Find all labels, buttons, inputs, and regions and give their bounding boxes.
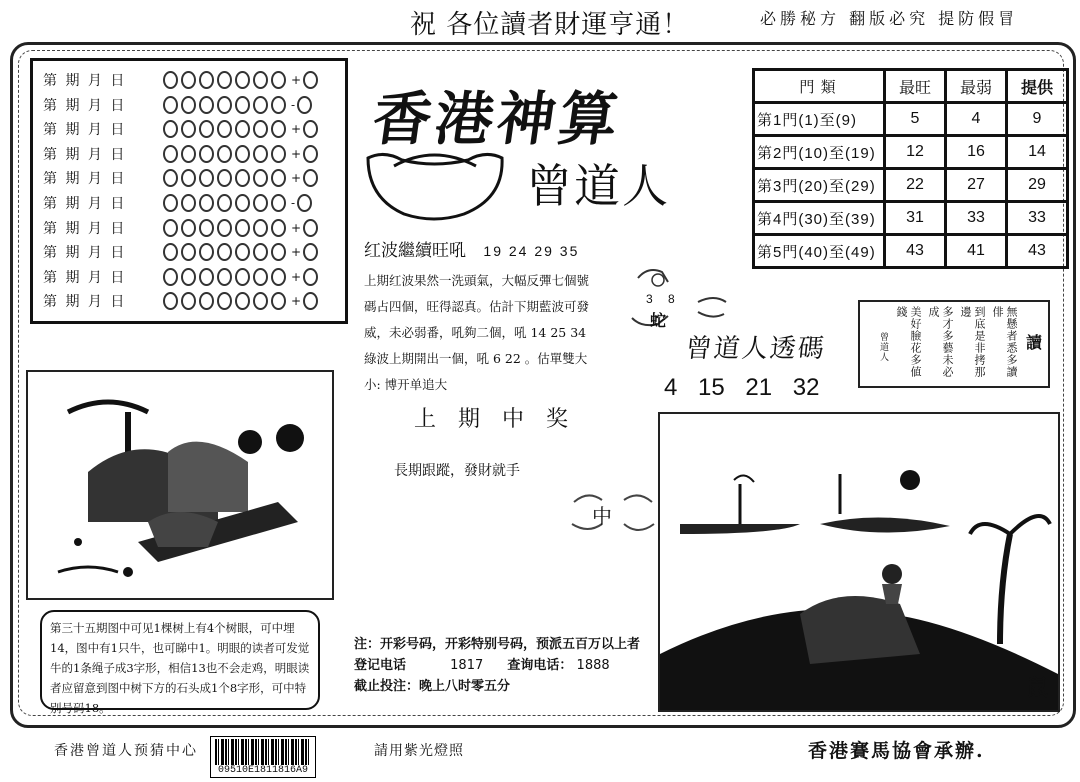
gate-label: 第4門(30)至(39)	[754, 202, 885, 235]
number-circle	[217, 96, 232, 114]
period-row	[43, 143, 321, 165]
footer-left: 香港曾道人预猜中心	[54, 743, 198, 759]
gate-provide: 33	[1007, 202, 1068, 235]
number-circle	[163, 145, 178, 163]
number-circle	[253, 219, 268, 237]
number-circle	[271, 268, 286, 286]
table-row	[754, 136, 1068, 169]
special-number-circle	[297, 194, 312, 212]
notes-line-2	[354, 655, 640, 676]
period-row	[43, 266, 321, 288]
sign-mark: -	[291, 196, 296, 210]
gate-provide: 14	[1007, 136, 1068, 169]
special-number-circle	[303, 145, 318, 163]
follow-text: 長期跟蹤，發財就手	[394, 463, 520, 479]
red-wave-line	[364, 236, 579, 261]
gate-max: 31	[885, 202, 946, 235]
number-circle	[217, 194, 232, 212]
gate-label: 第5門(40)至(49)	[754, 235, 885, 268]
number-circle	[181, 169, 196, 187]
number-circle	[235, 243, 250, 261]
sign-mark: -	[291, 97, 296, 112]
number-circle	[253, 194, 268, 212]
sign-mark: +	[291, 146, 302, 161]
number-circle	[199, 71, 214, 89]
number-circle	[163, 169, 178, 187]
number-circle	[271, 96, 286, 114]
hands-figure-icon	[568, 484, 658, 540]
hint-box: 第三十五期图中可见1棵树上有4个树眼，可中埋14，图中有1只牛，也可睇中1。明眼的读者可发觉牛的1条绳子成3字形，相信13也不会走鸡，明眼读者应留意到图中树下方的石头成1个8字形，可中特别号码18。	[40, 610, 320, 710]
gate-min: 33	[946, 202, 1007, 235]
period-row	[43, 69, 321, 91]
read-column: 美好臉花多値錢	[895, 306, 922, 378]
zhong-character: 中	[592, 504, 612, 528]
notes-line-3: 截止投注：晚上八时零五分	[354, 679, 511, 694]
number-circle	[163, 243, 178, 261]
gate-min: 16	[946, 136, 1007, 169]
register-phone-label: 登记电话	[354, 658, 407, 673]
red-wave-numbers: 19 24 29 35	[483, 243, 580, 259]
read-signature: 曾道人	[878, 332, 888, 362]
child-riding-ox-image	[660, 414, 1058, 710]
header-min: 最弱	[946, 70, 1007, 103]
number-circle	[181, 243, 196, 261]
number-circle	[253, 292, 268, 310]
red-wave-label: 红波繼續旺吼	[364, 241, 466, 261]
codes-title: 曾道人透碼	[684, 334, 828, 364]
number-circle	[163, 219, 178, 237]
sign-mark: +	[291, 245, 302, 260]
number-circle	[163, 292, 178, 310]
number-circle	[217, 145, 232, 163]
gate-max: 22	[885, 169, 946, 202]
gate-table	[752, 68, 1069, 269]
number-circle	[217, 120, 232, 138]
gate-label: 第1門(1)至(9)	[754, 103, 885, 136]
number-circle	[235, 145, 250, 163]
number-circle	[253, 243, 268, 261]
number-circle	[253, 169, 268, 187]
period-row	[43, 217, 321, 239]
sign-mark: +	[291, 171, 302, 186]
special-number-circle	[297, 96, 312, 114]
number-circle	[217, 292, 232, 310]
number-circle	[181, 120, 196, 138]
period-label: 第 期 月 日	[43, 294, 127, 311]
number-circle	[199, 169, 214, 187]
period-label: 第 期 月 日	[43, 146, 127, 163]
header-provide: 提供	[1007, 70, 1068, 103]
number-circle	[217, 268, 232, 286]
number-circle	[271, 194, 286, 212]
period-label: 第 期 月 日	[43, 73, 127, 89]
number-circle	[253, 96, 268, 114]
period-label: 第 期 月 日	[43, 122, 127, 139]
number-circle	[199, 268, 214, 286]
gate-min: 27	[946, 169, 1007, 202]
zodiac-animal: 蛇	[650, 311, 667, 330]
number-circle	[235, 169, 250, 187]
number-circle	[181, 292, 196, 310]
number-circle	[253, 120, 268, 138]
period-label: 第 期 月 日	[43, 245, 127, 262]
barcode	[210, 736, 316, 778]
previous-prize-heading: 上期中奖	[414, 407, 591, 432]
period-row	[43, 167, 321, 189]
number-circle	[181, 219, 196, 237]
gold-ingot-icon	[364, 148, 506, 222]
gate-max: 12	[885, 136, 946, 169]
number-circle	[253, 268, 268, 286]
number-circle	[253, 145, 268, 163]
header-gate: 門 類	[754, 70, 885, 103]
period-label: 第 期 月 日	[43, 171, 127, 188]
read-column: 多才多藝未必成	[927, 306, 954, 378]
number-circle	[181, 96, 196, 114]
sign-mark: +	[291, 294, 302, 309]
number-circle	[271, 292, 286, 310]
gate-provide: 29	[1007, 169, 1068, 202]
period-label: 第 期 月 日	[43, 220, 127, 237]
table-row	[754, 169, 1068, 202]
number-circle	[271, 120, 286, 138]
header-greeting: 祝 各位讀者財運亨通！	[410, 10, 690, 40]
number-circle	[253, 71, 268, 89]
rat-character: 鼠	[1025, 675, 1048, 701]
gate-min: 4	[946, 103, 1007, 136]
notes-block	[354, 634, 640, 697]
landscape-illustration-left	[26, 370, 334, 600]
read-column: 到底是非拷那邊	[959, 306, 986, 378]
number-circle	[235, 194, 250, 212]
gate-label: 第3門(20)至(29)	[754, 169, 885, 202]
number-circle	[199, 145, 214, 163]
number-circle	[235, 96, 250, 114]
page-subtitle: 曾道人	[526, 159, 670, 213]
table-row	[754, 202, 1068, 235]
number-circle	[271, 71, 286, 89]
number-circle	[235, 292, 250, 310]
table-row	[754, 235, 1068, 268]
period-row	[43, 118, 321, 140]
sign-mark: +	[291, 269, 302, 284]
number-circle	[217, 169, 232, 187]
page-title: 香港神算	[368, 85, 627, 153]
number-circle	[181, 268, 196, 286]
number-circle	[271, 169, 286, 187]
number-circle	[163, 268, 178, 286]
number-circle	[163, 120, 178, 138]
special-number-circle	[303, 120, 318, 138]
sign-mark: +	[291, 122, 302, 137]
gate-provide: 43	[1007, 235, 1068, 268]
period-label: 第 期 月 日	[43, 269, 127, 286]
number-circle	[181, 145, 196, 163]
table-row	[754, 103, 1068, 136]
number-circle	[199, 219, 214, 237]
number-circle	[163, 71, 178, 89]
read-column: 無懸者悉多讀俳	[991, 306, 1018, 378]
number-circle	[163, 96, 178, 114]
number-circle	[181, 71, 196, 89]
footer-middle: 請用紫光燈照	[374, 743, 464, 759]
special-number-circle	[303, 292, 318, 310]
zodiac-numbers: 3 8	[646, 292, 681, 306]
query-phone-value: 1888	[576, 658, 610, 673]
number-circle	[271, 243, 286, 261]
number-circle	[217, 71, 232, 89]
period-row	[43, 94, 315, 116]
sign-mark: +	[291, 73, 302, 87]
period-label: 第 期 月 日	[43, 97, 127, 114]
number-circle	[199, 243, 214, 261]
query-phone-label: 查询电话：	[507, 658, 573, 673]
gate-max: 5	[885, 103, 946, 136]
header-right-text: 必勝秘方 翻版必究 提防假冒	[760, 9, 1019, 28]
number-circle	[271, 219, 286, 237]
read-box	[858, 300, 1050, 388]
number-circle	[235, 71, 250, 89]
register-phone-value: 1817	[450, 658, 484, 673]
special-number-circle	[303, 169, 318, 187]
period-row	[43, 290, 321, 312]
notes-line-1: 注：开彩号码，开彩特别号码，预派五百万以上者	[354, 637, 641, 652]
farmer-ox-scene-image	[28, 372, 332, 598]
number-circle	[181, 194, 196, 212]
gate-max: 43	[885, 235, 946, 268]
read-heading: 讀	[1025, 333, 1042, 352]
period-row	[43, 241, 321, 263]
number-circle	[235, 120, 250, 138]
gate-min: 41	[946, 235, 1007, 268]
table-header-row	[754, 70, 1068, 103]
number-circle	[199, 292, 214, 310]
special-number-circle	[303, 243, 318, 261]
footer-right: 香港賽馬協會承辦.	[808, 740, 985, 762]
sign-mark: +	[291, 220, 302, 235]
period-row	[43, 192, 315, 214]
period-label: 第 期 月 日	[43, 196, 127, 212]
number-circle	[163, 194, 178, 212]
number-circle	[199, 96, 214, 114]
gate-provide: 9	[1007, 103, 1068, 136]
number-circle	[199, 120, 214, 138]
header-max: 最旺	[885, 70, 946, 103]
number-circle	[271, 145, 286, 163]
period-grid	[30, 58, 348, 324]
number-circle	[199, 194, 214, 212]
barcode-bars-icon	[215, 739, 311, 765]
number-circle	[235, 219, 250, 237]
special-number-circle	[303, 268, 318, 286]
landscape-illustration-right	[658, 412, 1060, 712]
barcode-number: 09510E1811816A9	[217, 765, 308, 776]
number-circle	[217, 219, 232, 237]
codes-values: 4 15 21 32	[664, 374, 820, 401]
number-circle	[217, 243, 232, 261]
number-circle	[235, 268, 250, 286]
special-number-circle	[303, 71, 318, 89]
gate-label: 第2門(10)至(19)	[754, 136, 885, 169]
analysis-paragraph: 上期红波果然一洗頭氣，大幅反彈七個號碼占四個，旺得認真。估計下期藍波可發威，未必弱番，吼夠二個，吼 14 25 34 綠波上期開出一個，吼 6 22 。估單雙大小: 博开单追大	[364, 273, 590, 392]
special-number-circle	[303, 219, 318, 237]
